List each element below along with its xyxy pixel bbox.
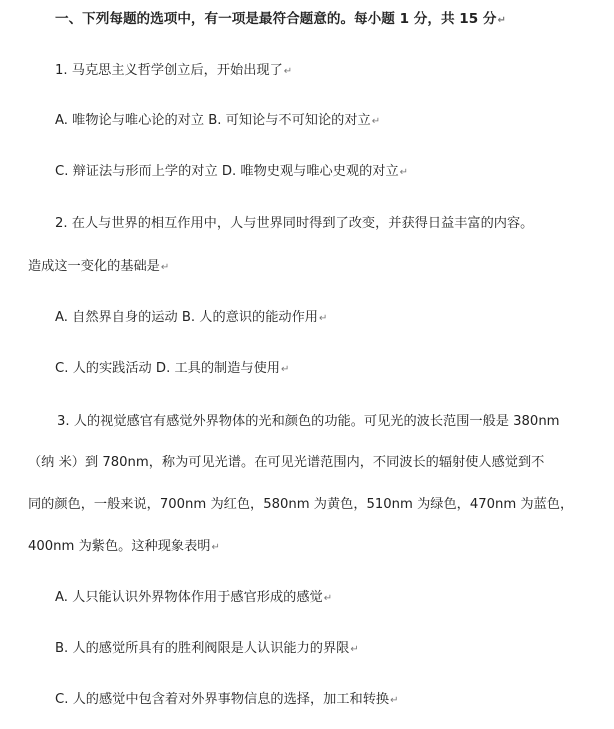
question-text: 400nm 为紫色。这种现象表明 — [28, 539, 211, 554]
question-3-stem-line-1 — [57, 412, 560, 432]
question-text: （纳 米）到 780nm，称为可见光谱。在可见光谱范围内，不同波长的辐射使人感觉到不 — [28, 455, 545, 470]
question-text: 造成这一变化的基础是 — [28, 259, 160, 274]
section-heading — [55, 9, 506, 31]
paragraph-mark-icon: ↵ — [390, 695, 399, 706]
paragraph-mark-icon: ↵ — [283, 66, 293, 77]
option-text: B. 人的感觉所具有的胜利阀限是人认识能力的界限 — [55, 641, 350, 656]
option-text: C. 人的感觉中包含着对外界事物信息的选择，加工和转换 — [55, 692, 390, 707]
paragraph-mark-icon: ↵ — [318, 313, 328, 324]
option-text: A. 人只能认识外界物体作用于感官形成的感觉 — [55, 590, 323, 605]
question-1-options-ab — [55, 111, 380, 132]
question-2-options-cd — [55, 359, 289, 380]
paragraph-mark-icon: ↵ — [323, 593, 333, 604]
paragraph-mark-icon: ↵ — [399, 167, 409, 178]
paragraph-mark-icon: ↵ — [350, 644, 359, 655]
paragraph-mark-icon: ↵ — [371, 116, 381, 127]
paragraph-mark-icon: ↵ — [497, 15, 506, 26]
question-text: 1. 马克思主义哲学创立后，开始出现了 — [55, 63, 283, 78]
question-2-options-ab — [55, 308, 327, 329]
question-1-stem — [55, 61, 292, 82]
option-text: C. 辩证法与形而上学的对立 D. 唯物史观与唯心史观的对立 — [55, 164, 399, 179]
question-3-stem-line-4 — [28, 537, 220, 558]
question-text: 3. 人的视觉感官有感觉外界物体的光和颜色的功能。可见光的波长范围一般是 380nm — [57, 414, 560, 429]
option-text: A. 自然界自身的运动 B. 人的意识的能动作用 — [55, 310, 318, 325]
paragraph-mark-icon: ↵ — [160, 262, 170, 273]
question-3-stem-line-3 — [28, 495, 573, 515]
question-3-option-a — [55, 588, 332, 609]
question-3-stem-line-2 — [28, 453, 544, 473]
paragraph-mark-icon: ↵ — [211, 542, 220, 553]
question-text: 同的颜色，一般来说，700nm 为红色，580nm 为黄色，510nm 为绿色，470nm 为蓝色， — [28, 497, 574, 512]
section-heading-text: 一、下列每题的选项中，有一项是最符合题意的。每小题 1 分，共 15 分 — [55, 11, 497, 27]
question-text: 2. 在人与世界的相互作用中，人与世界同时得到了改变，并获得日益丰富的内容。 — [55, 216, 534, 231]
question-3-option-c — [55, 690, 398, 711]
option-text: C. 人的实践活动 D. 工具的制造与使用 — [55, 361, 280, 376]
question-3-option-b — [55, 639, 359, 660]
question-2-stem-line-2 — [28, 257, 169, 278]
question-1-options-cd — [55, 162, 408, 183]
question-2-stem-line-1 — [55, 214, 533, 234]
paragraph-mark-icon: ↵ — [280, 364, 290, 375]
option-text: A. 唯物论与唯心论的对立 B. 可知论与不可知论的对立 — [55, 113, 371, 128]
